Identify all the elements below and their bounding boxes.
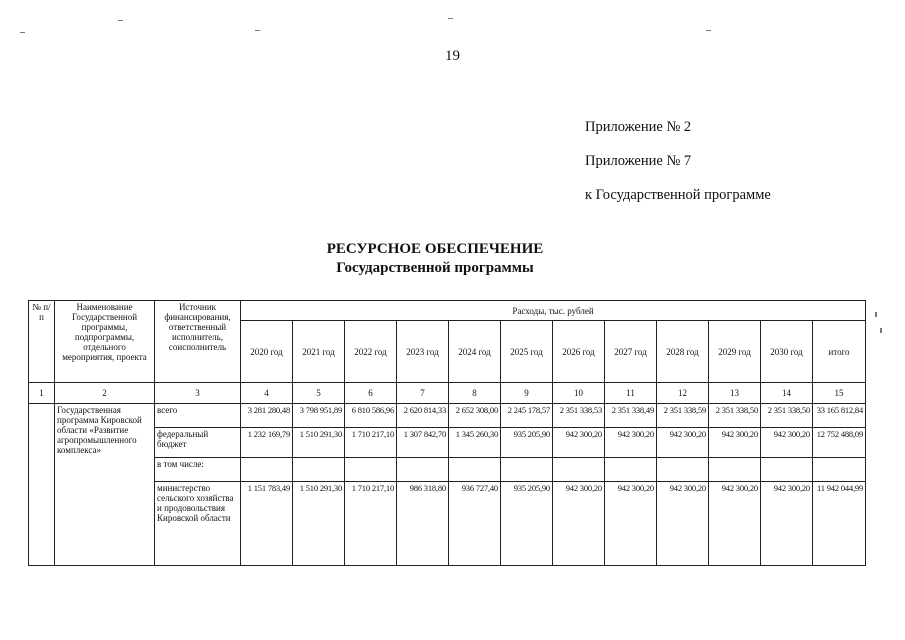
value-cell: 1 710 217,10 <box>345 482 397 566</box>
total-cell: 11 942 044,99 <box>813 482 866 566</box>
header-year: 2025 год <box>501 321 553 383</box>
value-cell: 1 307 842,70 <box>397 428 449 458</box>
value-cell <box>605 458 657 482</box>
header-year: 2023 год <box>397 321 449 383</box>
value-cell <box>241 458 293 482</box>
page-number: 19 <box>445 48 460 64</box>
value-cell: 942 300,20 <box>761 482 813 566</box>
value-cell <box>657 458 709 482</box>
scan-speck <box>255 30 260 31</box>
col-number: 10 <box>553 383 605 404</box>
col-number: 8 <box>449 383 501 404</box>
total-cell: 12 752 488,09 <box>813 428 866 458</box>
source-cell: федеральный бюджет <box>155 428 241 458</box>
value-cell: 2 652 308,00 <box>449 404 501 428</box>
value-cell: 942 300,20 <box>709 482 761 566</box>
value-cell <box>449 458 501 482</box>
annex-line-2: Приложение № 7 <box>585 153 692 169</box>
value-cell: 1 345 260,30 <box>449 428 501 458</box>
col-number: 5 <box>293 383 345 404</box>
header-year: 2029 год <box>709 321 761 383</box>
annex-line-1: Приложение № 2 <box>585 119 692 135</box>
scan-speck <box>706 30 711 31</box>
annex-line-3: к Государственной программе <box>585 187 771 203</box>
header-year: 2022 год <box>345 321 397 383</box>
value-cell: 2 351 338,50 <box>761 404 813 428</box>
value-cell: 942 300,20 <box>553 428 605 458</box>
value-cell: 2 351 338,50 <box>709 404 761 428</box>
value-cell: 1 151 783,49 <box>241 482 293 566</box>
value-cell: 942 300,20 <box>605 428 657 458</box>
value-cell <box>709 458 761 482</box>
scan-speck <box>448 18 453 19</box>
row-num-cell <box>29 404 55 566</box>
table-row <box>29 482 866 566</box>
source-cell: всего <box>155 404 241 428</box>
value-cell: 1 232 169,79 <box>241 428 293 458</box>
scan-speck <box>880 328 882 333</box>
value-cell <box>501 458 553 482</box>
value-cell: 942 300,20 <box>657 482 709 566</box>
scan-speck <box>118 20 123 21</box>
header-expenses: Расходы, тыс. рублей <box>241 301 866 321</box>
source-cell: в том числе: <box>155 458 241 482</box>
col-number: 9 <box>501 383 553 404</box>
value-cell <box>553 458 605 482</box>
value-cell: 942 300,20 <box>709 428 761 458</box>
table-row <box>29 458 866 482</box>
value-cell: 942 300,20 <box>657 428 709 458</box>
header-year: 2030 год <box>761 321 813 383</box>
header-year: 2020 год <box>241 321 293 383</box>
value-cell: 1 510 291,30 <box>293 482 345 566</box>
header-year: 2026 год <box>553 321 605 383</box>
document-subtitle: Государственной программы <box>336 260 534 276</box>
col-number: 13 <box>709 383 761 404</box>
header-name: Наименование Государственной программы, подпрограммы, отдельного мероприятия, проекта <box>55 301 155 383</box>
value-cell: 3 798 951,89 <box>293 404 345 428</box>
value-cell <box>397 458 449 482</box>
scan-speck <box>875 312 877 317</box>
table-row <box>29 428 866 458</box>
value-cell: 986 318,80 <box>397 482 449 566</box>
col-number: 14 <box>761 383 813 404</box>
value-cell: 942 300,20 <box>605 482 657 566</box>
header-year: 2024 год <box>449 321 501 383</box>
col-number: 3 <box>155 383 241 404</box>
value-cell: 942 300,20 <box>761 428 813 458</box>
value-cell <box>293 458 345 482</box>
value-cell: 2 245 178,57 <box>501 404 553 428</box>
value-cell: 1 510 291,30 <box>293 428 345 458</box>
col-number: 7 <box>397 383 449 404</box>
col-number: 4 <box>241 383 293 404</box>
header-total: итого <box>813 321 866 383</box>
source-cell: министерство сельского хозяйства и продовольствия Кировской области <box>155 482 241 566</box>
col-number: 12 <box>657 383 709 404</box>
scan-speck <box>20 32 25 33</box>
col-number: 6 <box>345 383 397 404</box>
col-number: 15 <box>813 383 866 404</box>
value-cell <box>345 458 397 482</box>
header-year: 2027 год <box>605 321 657 383</box>
table-row <box>29 404 866 428</box>
value-cell: 935 205,90 <box>501 482 553 566</box>
header-year: 2021 год <box>293 321 345 383</box>
value-cell: 2 620 814,33 <box>397 404 449 428</box>
value-cell: 942 300,20 <box>553 482 605 566</box>
value-cell: 935 205,90 <box>501 428 553 458</box>
header-source: Источник финансирования, ответственный исполнитель, соисполнитель <box>155 301 241 383</box>
resource-table <box>28 300 866 566</box>
total-cell: 33 165 812,84 <box>813 404 866 428</box>
total-cell <box>813 458 866 482</box>
value-cell: 2 351 338,49 <box>605 404 657 428</box>
value-cell: 936 727,40 <box>449 482 501 566</box>
col-number: 2 <box>55 383 155 404</box>
header-num: № п/п <box>29 301 55 383</box>
value-cell: 2 351 338,53 <box>553 404 605 428</box>
value-cell: 2 351 338,59 <box>657 404 709 428</box>
program-name-cell: Государственная программа Кировской области «Развитие агропромышленного комплекса» <box>55 404 155 566</box>
header-year: 2028 год <box>657 321 709 383</box>
value-cell: 6 810 586,96 <box>345 404 397 428</box>
value-cell: 3 281 280,48 <box>241 404 293 428</box>
col-number: 11 <box>605 383 657 404</box>
value-cell: 1 710 217,10 <box>345 428 397 458</box>
document-title: РЕСУРСНОЕ ОБЕСПЕЧЕНИЕ <box>326 241 544 257</box>
value-cell <box>761 458 813 482</box>
col-number: 1 <box>29 383 55 404</box>
